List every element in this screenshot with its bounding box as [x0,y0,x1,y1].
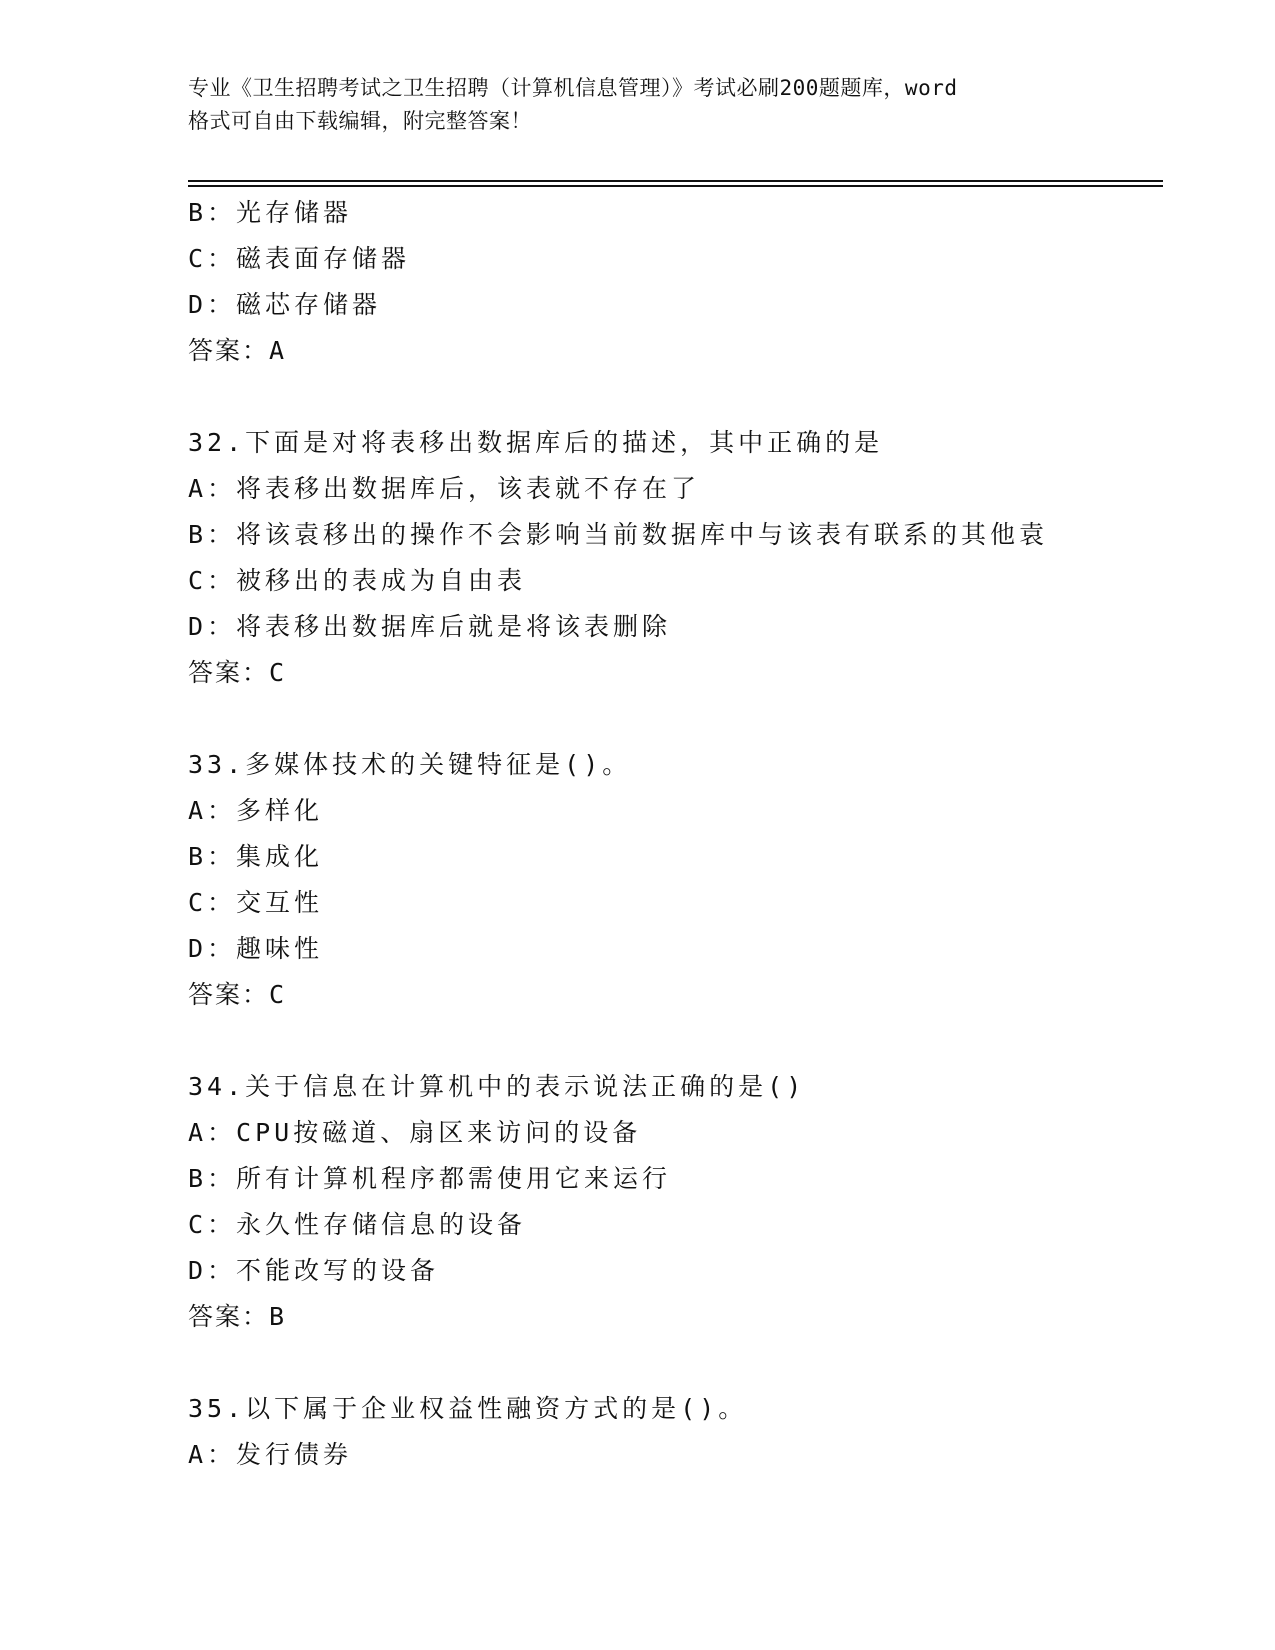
question-stem: 34.关于信息在计算机中的表示说法正确的是() [188,1072,806,1101]
header-line-1: 专业《卫生招聘考试之卫生招聘（计算机信息管理）》考试必刷200题题库，word [188,76,958,100]
answer-line: 答案：C [188,658,287,687]
spacer [188,696,1168,742]
option-a: A：多样化 [188,796,324,825]
option-a: A：CPU按磁道、扇区来访问的设备 [188,1118,642,1147]
option-c: C：磁表面存储器 [188,244,411,273]
question-34 [188,1064,1168,1340]
question-stem: 32.下面是对将表移出数据库后的描述，其中正确的是 [188,428,884,457]
header-line-2: 格式可自由下载编辑，附完整答案！ [188,109,532,133]
question-32 [188,420,1168,696]
spacer [188,374,1168,420]
header-rule-bottom [188,185,1163,187]
question-33 [188,742,1168,1018]
header-rule-top [188,180,1163,182]
option-b: B：将该袁移出的操作不会影响当前数据库中与该表有联系的其他袁 [188,520,1049,549]
question-stem: 35.以下属于企业权益性融资方式的是()。 [188,1394,748,1423]
answer-line: 答案：B [188,1302,287,1331]
question-list [188,190,1168,1478]
answer-line: 答案：A [188,336,287,365]
question-31-continued [188,190,1168,374]
document-header [188,72,1088,138]
option-a: A：发行债券 [188,1440,353,1469]
option-b: B：集成化 [188,842,324,871]
option-d: D：磁芯存储器 [188,290,382,319]
answer-line: 答案：C [188,980,287,1009]
option-b: B：所有计算机程序都需使用它来运行 [188,1164,672,1193]
option-a: A：将表移出数据库后，该表就不存在了 [188,474,701,503]
option-b: B：光存储器 [188,198,353,227]
option-d: D：将表移出数据库后就是将该表删除 [188,612,672,641]
spacer [188,1340,1168,1386]
option-d: D：趣味性 [188,934,324,963]
option-c: C：永久性存储信息的设备 [188,1210,527,1239]
option-c: C：被移出的表成为自由表 [188,566,527,595]
option-c: C：交互性 [188,888,324,917]
spacer [188,1018,1168,1064]
question-35 [188,1386,1168,1478]
option-d: D：不能改写的设备 [188,1256,440,1285]
question-stem: 33.多媒体技术的关键特征是()。 [188,750,632,779]
